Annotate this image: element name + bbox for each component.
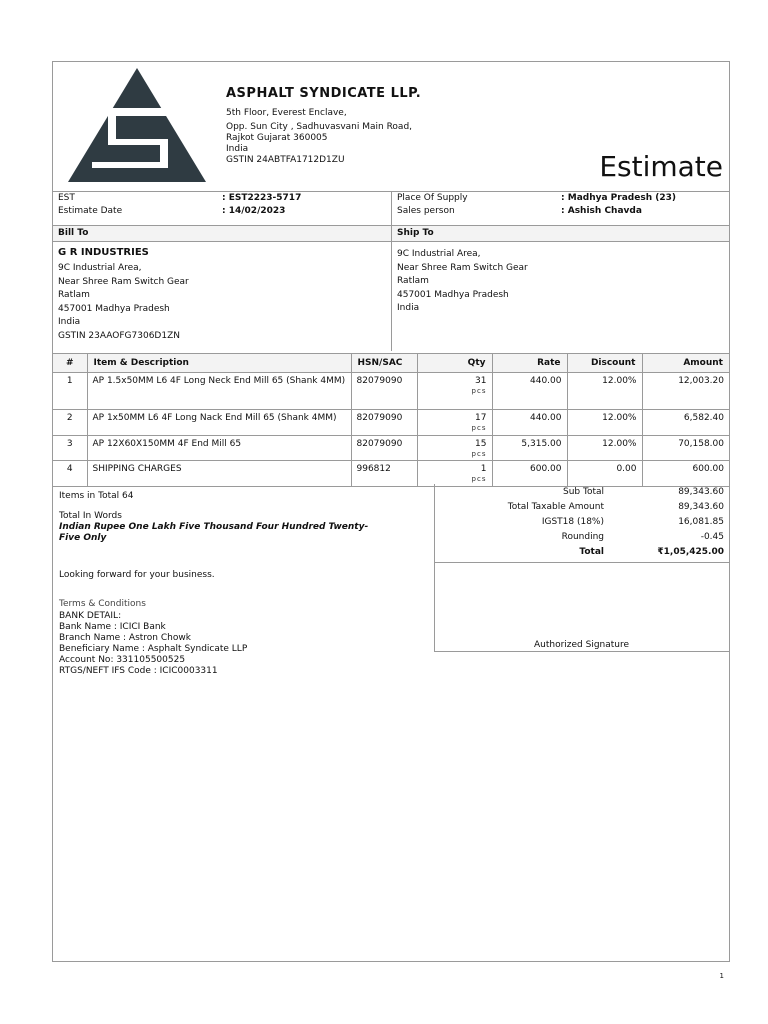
row-unit: pcs [471, 387, 487, 395]
row-qty: 15 [475, 439, 487, 449]
row-unit: pcs [471, 424, 487, 432]
row-qty: 1 [480, 464, 487, 474]
estimate-document [52, 61, 730, 962]
row-amount: 600.00 [642, 461, 729, 487]
row-discount: 12.00% [567, 373, 642, 410]
terms-label: Terms & Conditions [59, 599, 146, 609]
bill-to-line: India [58, 317, 81, 328]
ship-to-line: Ratlam [397, 276, 429, 287]
row-description: SHIPPING CHARGES [87, 461, 351, 487]
bank-detail-line: Account No: 331105500525 [59, 655, 186, 665]
sales-person: : Ashish Chavda [561, 206, 642, 216]
estimate-date-label: Estimate Date [58, 206, 123, 216]
company-gstin: GSTIN 24ABTFA1712D1ZU [226, 155, 345, 165]
company-name: ASPHALT SYNDICATE LLP. [226, 86, 422, 101]
est-label: EST [58, 193, 75, 203]
logo-icon [68, 68, 206, 182]
row-description: AP 1x50MM L6 4F Long Nack End Mill 65 (Shank 4MM) [87, 410, 351, 436]
col-header-qty: Qty [417, 354, 492, 373]
place-of-supply-label: Place Of Supply [397, 193, 468, 203]
sales-person-label: Sales person [397, 206, 455, 216]
bill-to-line: Near Shree Ram Switch Gear [58, 276, 189, 287]
bill-to-heading: Bill To [58, 228, 89, 238]
row-number: 3 [53, 436, 87, 461]
items-header-row [53, 354, 729, 373]
col-header-rate: Rate [492, 354, 567, 373]
row-unit: pcs [471, 450, 487, 458]
ship-to-line: Near Shree Ram Switch Gear [397, 262, 528, 273]
igst-value: 16,081.85 [678, 517, 724, 527]
row-qty-cell [417, 410, 492, 436]
row-hsn: 82079090 [351, 436, 417, 461]
company-address-line: Rajkot Gujarat 360005 [226, 133, 328, 143]
bill-to-address [58, 262, 189, 344]
table-row [53, 410, 729, 436]
row-rate: 440.00 [492, 373, 567, 410]
row-number: 4 [53, 461, 87, 487]
estimate-date: : 14/02/2023 [222, 206, 286, 216]
row-number: 2 [53, 410, 87, 436]
ship-to-line: 9C Industrial Area, [397, 249, 481, 259]
row-discount: 12.00% [567, 436, 642, 461]
grand-total-value: ₹1,05,425.00 [657, 547, 724, 557]
row-qty-cell [417, 461, 492, 487]
bill-to-name: G R INDUSTRIES [58, 247, 149, 258]
row-amount: 6,582.40 [642, 410, 729, 436]
col-header-amount: Amount [642, 354, 729, 373]
row-discount: 0.00 [567, 461, 642, 487]
row-qty-cell [417, 373, 492, 410]
row-qty: 31 [475, 376, 487, 386]
authorized-signature-label: Authorized Signature [533, 640, 630, 650]
table-row [53, 461, 729, 487]
row-hsn: 996812 [351, 461, 417, 487]
table-row [53, 436, 729, 461]
total-in-words-label: Total In Words [59, 511, 122, 521]
col-header-number: # [53, 354, 87, 373]
grand-total-label: Total [579, 547, 604, 557]
subtotal-value: 89,343.60 [678, 487, 724, 497]
est-number: : EST2223-5717 [222, 193, 302, 203]
company-address-line: 5th Floor, Everest Enclave, [226, 108, 347, 118]
row-rate: 600.00 [492, 461, 567, 487]
ship-to-line: India [397, 303, 420, 314]
items-table [53, 353, 729, 487]
page-number: 1 [719, 972, 724, 980]
row-rate: 440.00 [492, 410, 567, 436]
row-unit: pcs [471, 475, 487, 483]
ship-to-address [397, 248, 528, 316]
row-qty: 17 [475, 413, 487, 423]
row-amount: 12,003.20 [642, 373, 729, 410]
document-title: Estimate [599, 150, 723, 183]
items-total-count: Items in Total 64 [59, 491, 134, 501]
row-qty-cell [417, 436, 492, 461]
igst-label: IGST18 (18%) [541, 517, 604, 527]
bank-detail-line: Bank Name : ICICI Bank [59, 622, 166, 632]
ship-to-line: 457001 Madhya Pradesh [397, 289, 509, 300]
bank-detail-line: BANK DETAIL: [59, 611, 122, 621]
bill-to-line: 457001 Madhya Pradesh [58, 303, 170, 314]
col-header-discount: Discount [567, 354, 642, 373]
bank-detail-line: Branch Name : Astron Chowk [59, 633, 191, 643]
row-hsn: 82079090 [351, 373, 417, 410]
col-header-hsn: HSN/SAC [351, 354, 417, 373]
row-hsn: 82079090 [351, 410, 417, 436]
taxable-amount-value: 89,343.60 [678, 502, 724, 512]
table-row [53, 373, 729, 410]
bank-detail-line: Beneficiary Name : Asphalt Syndicate LLP [59, 644, 248, 654]
bill-to-gstin: GSTIN 23AAOFG7306D1ZN [58, 330, 180, 341]
col-header-description: Item & Description [87, 354, 351, 373]
row-description: AP 12X60X150MM 4F End Mill 65 [87, 436, 351, 461]
company-address-line: Opp. Sun City , Sadhuvasvani Main Road, [226, 122, 413, 132]
row-rate: 5,315.00 [492, 436, 567, 461]
row-description: AP 1.5x50MM L6 4F Long Neck End Mill 65 (Shank 4MM) [87, 373, 351, 410]
rounding-label: Rounding [561, 532, 604, 542]
row-number: 1 [53, 373, 87, 410]
company-address [226, 108, 412, 166]
bill-to-line: Ratlam [58, 290, 90, 301]
total-in-words: Indian Rupee One Lakh Five Thousand Four Hundred Twenty-Five Only [59, 522, 369, 543]
bank-detail-line: RTGS/NEFT IFS Code : ICIC0003311 [59, 666, 218, 676]
row-amount: 70,158.00 [642, 436, 729, 461]
place-of-supply: : Madhya Pradesh (23) [561, 193, 676, 203]
row-discount: 12.00% [567, 410, 642, 436]
bill-to-line: 9C Industrial Area, [58, 263, 142, 273]
taxable-amount-label: Total Taxable Amount [507, 502, 604, 512]
company-address-line: India [226, 144, 249, 154]
subtotal-label: Sub Total [562, 487, 604, 497]
ship-to-heading: Ship To [397, 228, 434, 238]
rounding-value: -0.45 [700, 532, 724, 542]
bank-details [59, 611, 247, 677]
closing-note: Looking forward for your business. [59, 570, 215, 580]
